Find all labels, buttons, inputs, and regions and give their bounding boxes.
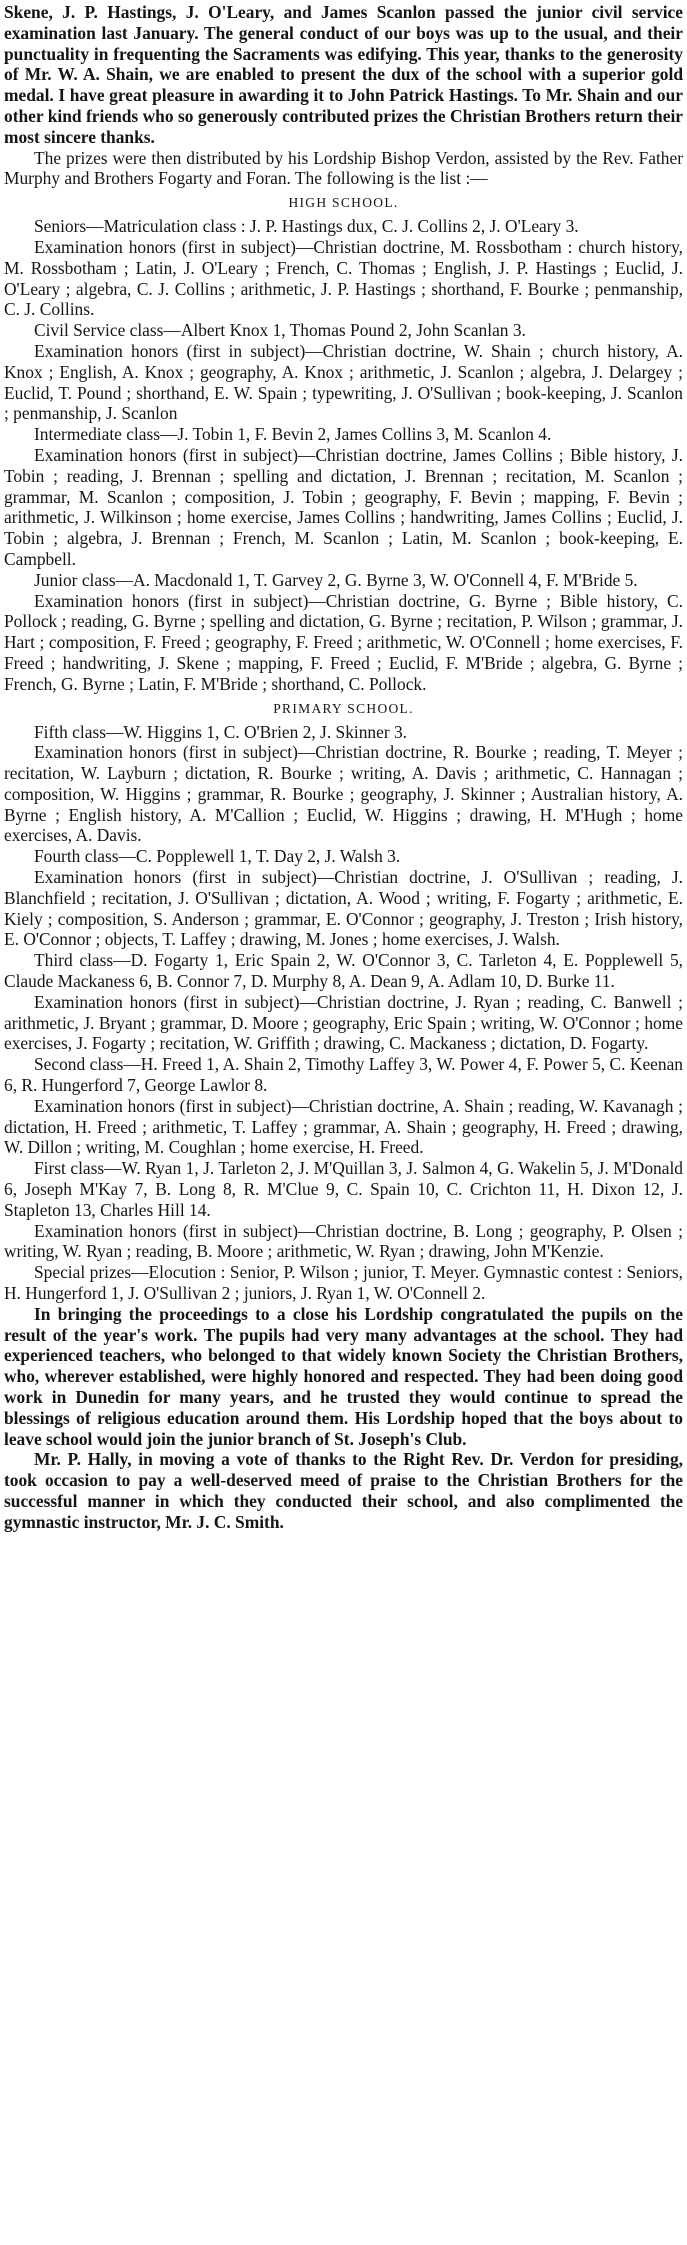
fourth-class-paragraph: Fourth class—C. Popplewell 1, T. Day 2, J. Walsh 3. (34, 846, 401, 867)
fifth-class-honors-paragraph: Examination honors (first in subject)—Christian doctrine, R. Bourke ; reading, T. Meyer ; recitation, W. Layburn ; dictation, R. Bourke ; writing, A. Davis ; arithmetic, C. Hannagan ; composition, W. Higgins ; grammar, R. Bourke ; geography, J. Skinner ; Australian history, A. Byrne ; English history, A. M'Callion ; Euclid, W. Higgins ; drawing, H. M'Hugh ; home exercises, A. Davis. (4, 742, 683, 846)
second-class-honors-paragraph: Examination honors (first in subject)—Christian doctrine, A. Shain ; reading, W. Kavanagh ; dictation, H. Freed ; arithmetic, T. Laffey ; grammar, A. Shain ; geography, H. Freed ; drawing, W. Dillon ; writing, M. Coughlan ; home exercise, H. Freed. (4, 1095, 683, 1158)
civil-service-class-paragraph: Civil Service class—Albert Knox 1, Thomas Pound 2, John Scanlan 3. (34, 320, 526, 341)
civil-service-honors-paragraph: Examination honors (first in subject)—Christian doctrine, W. Shain ; church history, A. Knox ; English, A. Knox ; geography, A. Knox ; arithmetic, J. Scanlon ; algebra, J. Delargey ; Euclid, T. Pound ; shorthand, E. W. Spain ; typewriting, J. O'Sullivan ; book-keeping, J. Scanlon ; penmanship, J. Scanlon (4, 340, 683, 424)
intermediate-class-paragraph: Intermediate class—J. Tobin 1, F. Bevin 2, James Collins 3, M. Scanlon 4. (34, 424, 552, 445)
third-class-paragraph: Third class—D. Fogarty 1, Eric Spain 2, W. O'Connor 3, C. Tarleton 4, E. Popplewell 5, Claude Mackaness 6, B. Connor 7, D. Murphy 8, A. Dean 9, A. Adlam 10, D. Burke 11. (4, 950, 683, 992)
third-class-honors-paragraph: Examination honors (first in subject)—Christian doctrine, J. Ryan ; reading, C. Banwell ; arithmetic, J. Bryant ; grammar, D. Moore ; geography, Eric Spain ; writing, W. O'Connor ; home exercises, J. Fogarty ; recitation, W. Griffith ; drawing, C. Mackaness ; dictation, D. Fogarty. (4, 991, 683, 1054)
junior-honors-paragraph: Examination honors (first in subject)—Christian doctrine, G. Byrne ; Bible history, C. Pollock ; reading, G. Byrne ; spelling and dictation, G. Byrne ; recitation, P. Wilson ; grammar, J. Hart ; composition, F. Freed ; geography, F. Freed ; arithmetic, W. O'Connell ; home exercises, F. Freed ; handwriting, J. Skene ; mapping, F. Freed ; Euclid, F. M'Bride ; algebra, G. Byrne ; French, G. Byrne ; Latin, F. M'Bride ; shorthand, C. Pollock. (4, 590, 683, 694)
intermediate-honors-paragraph: Examination honors (first in subject)—Christian doctrine, James Collins ; Bible history, J. Tobin ; reading, J. Brennan ; spelling and dictation, J. Brennan ; recitation, M. Scanlon ; grammar, M. Scanlon ; composition, J. Tobin ; geography, F. Bevin ; mapping, F. Bevin ; arithmetic, J. Wilkinson ; home exercise, James Collins ; handwriting, James Collins ; Euclid, J. Tobin ; algebra, J. Brennan ; French, M. Scanlon ; Latin, M. Scanlon ; book-keeping, E. Campbell. (4, 444, 683, 569)
vote-of-thanks-text: in moving a vote of thanks to the Right Rev. Dr. Verdon for presiding, took occasion to pay a well-deserved meed of praise to the Christian Brothers for the successful manner in which they conducted their school, and also complimented the gymnastic instructor, Mr. J. C. Smith. (4, 1449, 684, 1532)
fifth-class-paragraph: Fifth class—W. Higgins 1, C. O'Brien 2, J. Skinner 3. (34, 721, 408, 742)
bishop-remarks-paragraph: In bringing the proceedings to a close his Lordship congratulated the pupils on the result of the year's work. The pupils had very many advantages at the school. They had experienced teachers, who belonged to that widely known Society the Christian Brothers, who, wherever established, were highly honored and respected. They had been doing good work in Dunedin for many years, and he trusted they would continue to spread the blessings of religious education around them. His Lordship hoped that the boys about to leave school would join the junior branch of St. Joseph's Club. (4, 1303, 683, 1449)
seniors-matriculation-paragraph: Seniors—Matriculation class : J. P. Hastings dux, C. J. Collins 2, J. O'Leary 3. (34, 216, 579, 237)
article-column (4, 2, 683, 1533)
first-class-honors-paragraph: Examination honors (first in subject)—Christian doctrine, B. Long ; geography, P. Olsen ; writing, W. Ryan ; reading, B. Moore ; arithmetic, W. Ryan ; drawing, John M'Kenzie. (4, 1220, 683, 1262)
high-school-heading: HIGH SCHOOL. (288, 195, 399, 211)
special-prizes-paragraph: Special prizes—Elocution : Senior, P. Wilson ; junior, T. Meyer. Gymnastic contest : Seniors, H. Hungerford 1, J. O'Sullivan 2 ; juniors, J. Ryan 1, W. O'Connell 2. (4, 1262, 683, 1304)
second-class-paragraph: Second class—H. Freed 1, A. Shain 2, Timothy Laffey 3, W. Power 4, F. Power 5, C. Keenan 6, R. Hungerford 7, George Lawlor 8. (4, 1054, 683, 1096)
primary-school-heading: PRIMARY SCHOOL. (273, 700, 414, 716)
seniors-honors-paragraph: Examination honors (first in subject)—Christian doctrine, M. Rossbotham : church history, M. Rossbotham ; Latin, J. O'Leary ; French, C. Thomas ; English, J. P. Hastings ; Euclid, J. O'Leary ; algebra, C. J. Collins ; arithmetic, J. P. Hastings ; shorthand, F. Bourke ; penmanship, C. J. Collins. (4, 236, 683, 320)
opening-paragraph: Skene, J. P. Hastings, J. O'Leary, and James Scanlon passed the junior civil service examination last January. The general conduct of our boys was up to the usual, and their punctuality in frequenting the Sacraments was edifying. This year, thanks to the generosity of Mr. W. A. Shain, we are enabled to present the dux of the school with a superior gold medal. I have great pleasure in awarding it to John Patrick Hastings. To Mr. Shain and our other kind friends who so generously contributed prizes the Christian Brothers return their most sincere thanks. (4, 2, 683, 147)
fourth-class-honors-paragraph: Examination honors (first in subject)—Christian doctrine, J. O'Sullivan ; reading, J. Blanchfield ; recitation, J. O'Sullivan ; dictation, A. Wood ; writing, F. Fogarty ; arithmetic, E. Kiely ; composition, S. Anderson ; grammar, E. O'Connor ; geography, J. Treston ; Irish history, E. O'Connor ; objects, T. Laffey ; drawing, M. Jones ; home exercises, J. Walsh. (4, 867, 683, 950)
prizes-intro-paragraph: The prizes were then distributed by his Lordship Bishop Verdon, assisted by the Rev. Father Murphy and Brothers Fogarty and Foran. The following is the list :— (4, 147, 683, 189)
junior-class-paragraph: Junior class—A. Macdonald 1, T. Garvey 2, G. Byrne 3, W. O'Connell 4, F. M'Bride 5. (34, 569, 638, 590)
vote-speaker-name: Mr. P. Hally, (34, 1449, 132, 1470)
first-class-paragraph: First class—W. Ryan 1, J. Tarleton 2, J. M'Quillan 3, J. Salmon 4, G. Wakelin 5, J. M'Donald 6, Joseph M'Kay 7, B. Long 8, R. M'Clue 9, C. Spain 10, C. Crichton 11, H. Dixon 12, J. Stapleton 13, Charles Hill 14. (4, 1158, 683, 1220)
vote-of-thanks-paragraph (4, 1449, 683, 1532)
